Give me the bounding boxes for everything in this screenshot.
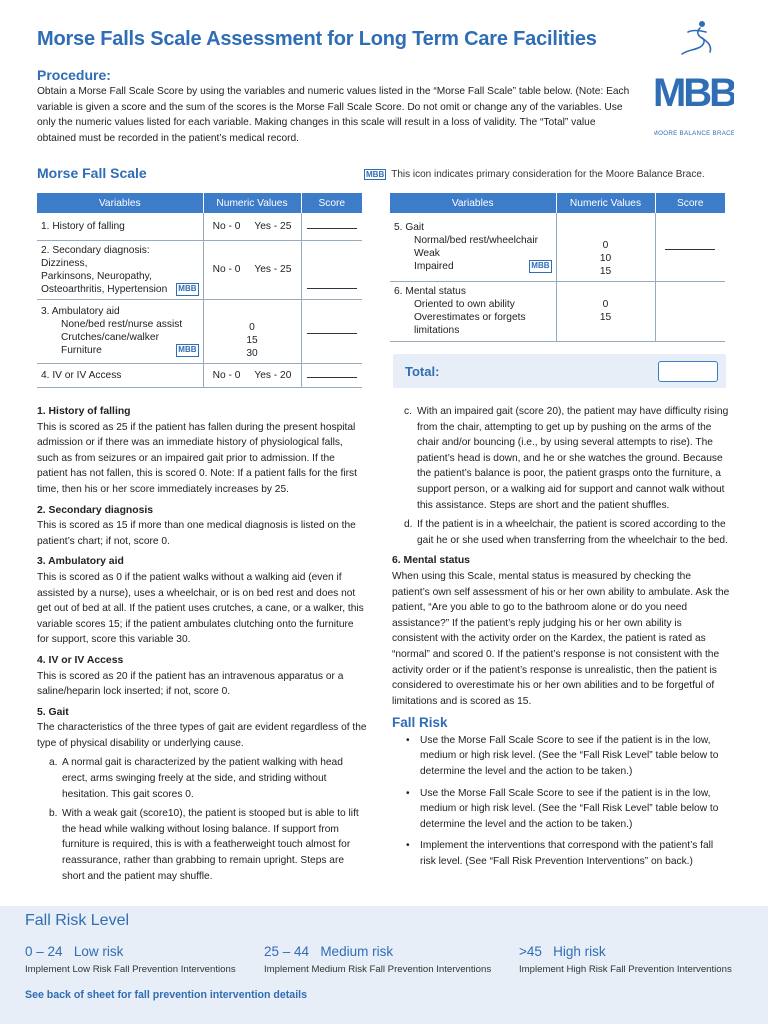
- table-row: 2. Secondary diagnosis: Dizziness, Parkinsons, Neuropathy, Osteoarthritis, Hypertension MBB No - 0 Yes - 25: [37, 240, 362, 299]
- col-score: Score: [655, 193, 725, 213]
- list-item: • Implement the interventions that correspond with the patient’s fall risk level. (See “Fall Risk Prevention Interventions” on back.): [392, 838, 730, 869]
- section-text: This is scored as 15 if more than one medical diagnosis is listed on the patient’s chart; if not, score 0.: [37, 520, 356, 547]
- section-text: This is scored as 25 if the patient has fallen during the present hospital admission or if there was an immediate history of physiological falls, such as from seizures or an impaired gait prior to admission. If the patient has not fallen, this is scored 0. Note: If a patient falls for the first time, then his or her score immediately increases by 25.: [37, 421, 357, 495]
- score-field[interactable]: [307, 219, 357, 229]
- right-column: [392, 404, 730, 870]
- section-heading: 3. Ambulatory aid: [37, 556, 124, 568]
- list-item: c. With an impaired gait (score 20), the patient may have difficulty rising from the chair, attempting to get up by pushing on the arms of the chair and/or bouncing (i.e., by using several attempts to rise). The patient’s head is down, and he or she watches the ground. Because the patient’s balance is poor, the patient grasps onto the furniture, a support person, or a walking aid for support and cannot walk without this assistance. Steps are short and the patient shuffles.: [404, 406, 729, 511]
- table-row: 3. Ambulatory aid None/bed rest/nurse assist Crutches/cane/walker Furniture MBB 0 15 30: [37, 299, 362, 363]
- section-heading: 1. History of falling: [37, 406, 131, 417]
- mbb-logo: [654, 18, 734, 143]
- morse-table-right: [390, 193, 725, 342]
- risk-level-high-action: Implement High Risk Fall Prevention Interventions: [519, 964, 732, 975]
- logo-figure-icon: [654, 18, 734, 143]
- col-variables: Variables: [37, 193, 203, 213]
- list-item: d. If the patient is in a wheelchair, the patient is scored according to the gait he or she used when transferring from the wheelchair to the bed.: [404, 519, 728, 546]
- icon-note-text: This icon indicates primary consideration for the Moore Balance Brace.: [391, 169, 705, 180]
- col-numeric-values: Numeric Values: [203, 193, 301, 213]
- see-back-note: See back of sheet for fall prevention intervention details: [25, 989, 307, 1001]
- mbb-icon: MBB: [366, 170, 385, 179]
- col-variables: Variables: [390, 193, 556, 213]
- risk-level-low: 0 – 24 Low risk: [25, 944, 124, 959]
- risk-level-medium-action: Implement Medium Risk Fall Prevention Interventions: [264, 964, 492, 975]
- mbb-icon: MBB: [176, 283, 198, 296]
- risk-level-medium: 25 – 44 Medium risk: [264, 944, 394, 959]
- score-field[interactable]: [665, 240, 715, 250]
- morse-fall-scale-heading: Morse Fall Scale: [37, 165, 147, 181]
- procedure-text: Obtain a Morse Fall Scale Score by using the variables and numeric values listed in the “Morse Fall Scale” table below. (Note: Each variable is given a score and the sum of the scores is the Morse Fall Scale Score. Do not omit or change any of the variables. Use only the numeric values listed for each variable. Making changes in this scale will result in a loss of validity. The “Total” value obtained must be recorded in the patient’s medical record.: [37, 86, 630, 144]
- procedure-heading: Procedure:: [37, 67, 111, 83]
- section-text: The characteristics of the three types of gait are evident regardless of the type of physical disability or underlying cause.: [37, 722, 367, 749]
- section-heading: 2. Secondary diagnosis: [37, 504, 154, 516]
- svg-text:MOORE BALANCE BRACE: MOORE BALANCE BRACE: [654, 130, 734, 137]
- table-row: 1. History of falling No - 0 Yes - 25: [37, 213, 362, 240]
- svg-text:MBB: MBB: [654, 71, 734, 115]
- score-field[interactable]: [307, 324, 357, 334]
- page-title: Morse Falls Scale Assessment for Long Term Care Facilities: [37, 28, 597, 50]
- section-text: This is scored as 0 if the patient walks without a walking aid (even if assisted by a nurse), uses a wheelchair, or is on bed rest and does not get out of bed at all. If the patient uses crutches, a cane, or a walker, this variable scores 15; if the patient ambulates clutching onto the furniture for support, score this variable 30.: [37, 571, 364, 646]
- total-label: Total:: [405, 364, 440, 379]
- mbb-icon: MBB: [529, 260, 551, 273]
- section-heading: 4. IV or IV Access: [37, 654, 124, 666]
- fall-risk-heading: Fall Risk: [392, 715, 448, 731]
- mbb-icon: MBB: [176, 344, 198, 357]
- col-numeric-values: Numeric Values: [556, 193, 655, 213]
- left-column: [37, 404, 367, 884]
- total-input[interactable]: [658, 361, 718, 382]
- section-heading: 5. Gait: [37, 706, 69, 718]
- score-field[interactable]: [307, 279, 357, 289]
- icon-note: [364, 169, 705, 180]
- risk-level-low-action: Implement Low Risk Fall Prevention Interventions: [25, 964, 236, 975]
- col-score: Score: [301, 193, 362, 213]
- section-heading: 6. Mental status: [392, 555, 470, 567]
- table-row: 5. Gait Normal/bed rest/wheelchair Weak Impaired MBB 0 10 15: [390, 213, 725, 281]
- section-text: This is scored as 20 if the patient has an intravenous apparatus or a saline/heparin lock inserted; if not, score 0.: [37, 670, 344, 698]
- risk-level-high: >45 High risk: [519, 944, 606, 959]
- section-text: When using this Scale, mental status is measured by checking the patient’s own self assessment of his or her own ability to ambulate. Ask the patient, “Are you able to go to the bathroom alone or do you need assistance?” If the patient’s reply judging his or her own ability is consistent with the activity order on the Kardex, the patient is rated as “normal” and scored 0. If the patient’s response is not consistent with the activity order or if the patient’s response is unrealistic, then the patient is considered to overestimate his or her own abilities and to be forgetful of limitations and is scored as 15.: [392, 570, 730, 707]
- fall-risk-level-heading: Fall Risk Level: [25, 912, 130, 929]
- table-row: 4. IV or IV Access No - 0 Yes - 20: [37, 363, 362, 387]
- list-item: • Use the Morse Fall Scale Score to see if the patient is in the low, medium or high risk level. (See the “Fall Risk Level” table below to determine the level and the action to be taken.): [392, 786, 730, 833]
- list-item: b. With a weak gait (score10), the patient is stooped but is able to lift the head while walking without losing balance. If support from furniture is required, this is with a featherweight touch almost for reassurance, rather than grabbing to remain upright. Steps are short and the patient may shuffle.: [49, 808, 359, 882]
- morse-table-left: [37, 193, 362, 388]
- list-item: a. A normal gait is characterized by the patient walking with head erect, arms swinging freely at the side, and striding without hesitation. This gait scores 0.: [49, 757, 343, 800]
- table-row: 6. Mental status Oriented to own ability Overestimates or forgets limitations 0 15: [390, 281, 725, 341]
- score-field[interactable]: [307, 368, 357, 378]
- list-item: • Use the Morse Fall Scale Score to see if the patient is in the low, medium or high risk level. (See the “Fall Risk Level” table below to determine the level and the action to be taken.): [392, 733, 730, 780]
